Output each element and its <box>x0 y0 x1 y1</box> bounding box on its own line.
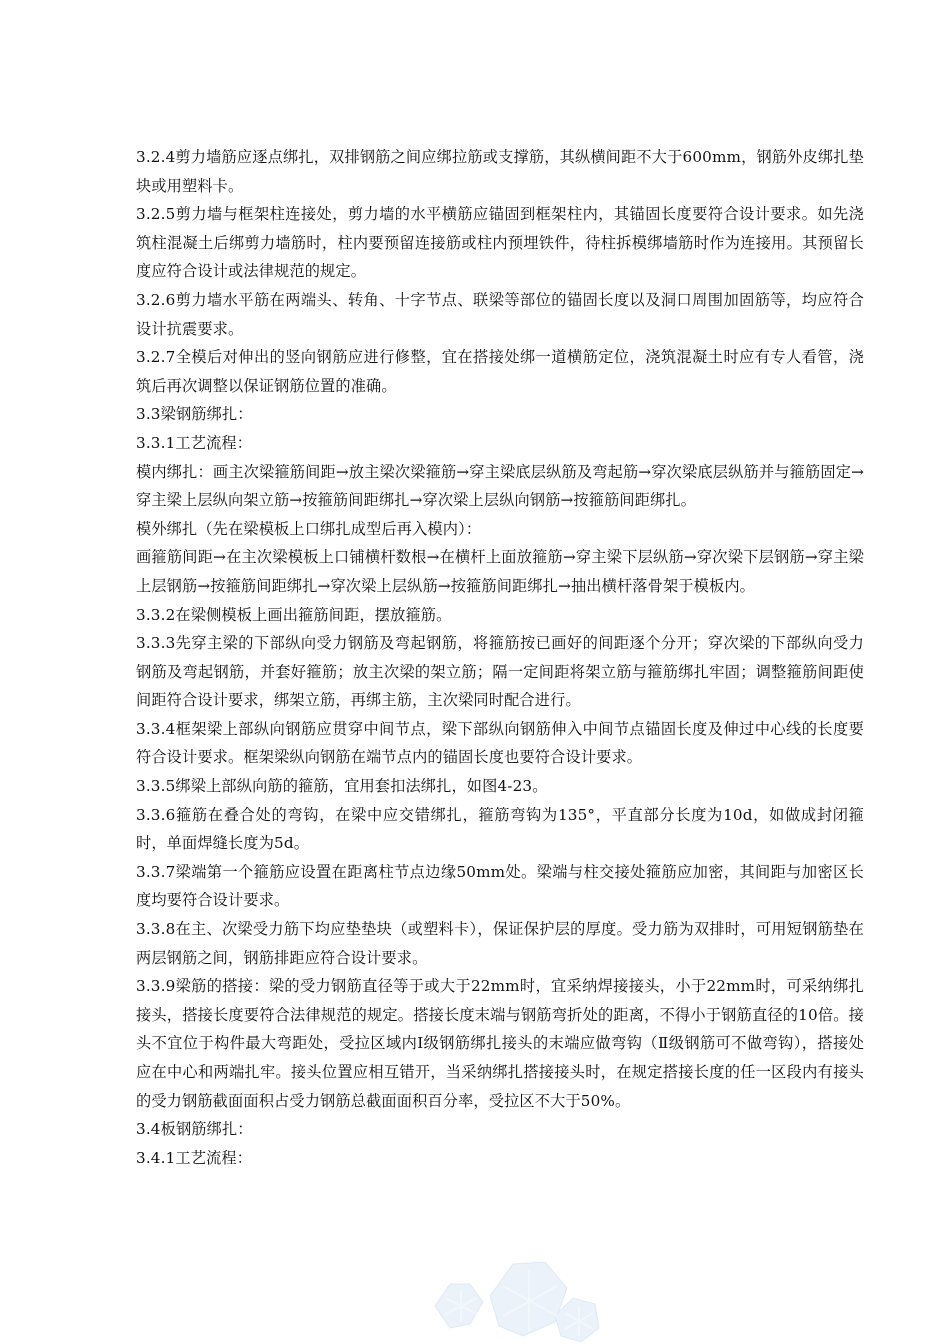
paragraph-3-2-7: 3.2.7全模后对伸出的竖向钢筋应进行修整，宜在搭接处绑一道横筋定位，浇筑混凝土时应有专人看管，浇筑后再次调整以保证钢筋位置的准确。 <box>136 348 864 395</box>
paragraph-3-3-8: 3.3.8在主、次梁受力筋下均应垫垫块（或塑料卡），保证保护层的厚度。受力筋为双排时，可用短钢筋垫在两层钢筋之间，钢筋排距应符合设计要求。 <box>136 920 864 967</box>
paragraph-3-2-6: 3.2.6剪力墙水平筋在两端头、转角、十字节点、联梁等部位的锚固长度以及洞口周围加固筋等，均应符合设计抗震要求。 <box>136 290 864 338</box>
paragraph-3-3-2: 3.3.2在梁侧模板上画出箍筋间距，摆放箍筋。 <box>136 605 452 624</box>
paragraph-out-mold-binding-title: 模外绑扎（先在梁模板上口绑扎成型后再入模内）： <box>136 519 482 538</box>
paragraph-3-3-3: 3.3.3先穿主梁的下部纵向受力钢筋及弯起钢筋，将箍筋按已画好的间距逐个分开；穿次梁的下部纵向受力钢筋及弯起钢筋，并套好箍筋；放主次梁的架立筋；隔一定间距将架立筋与箍筋绑扎牢固；调整箍筋间距使间距符合设计要求，绑架立筋，再绑主筋，主次梁同时配合进行。 <box>136 634 864 710</box>
section-heading-3-3: 3.3梁钢筋绑扎： <box>136 405 253 424</box>
paragraph-3-3-5: 3.3.5绑梁上部纵向筋的箍筋，宜用套扣法绑扎，如图4-23。 <box>136 777 548 796</box>
document-body <box>136 143 864 1172</box>
section-heading-3-4: 3.4板钢筋绑扎： <box>136 1120 253 1139</box>
paragraph-3-2-4: 3.2.4剪力墙筋应逐点绑扎，双排钢筋之间应绑拉筋或支撑筋，其纵横间距不大于600mm，钢筋外皮绑扎垫块或用塑料卡。 <box>136 148 864 195</box>
paragraph-3-3-7: 3.3.7梁端第一个箍筋应设置在距离柱节点边缘50mm处。梁端与柱交接处箍筋应加密，其间距与加密区长度均要符合设计要求。 <box>136 862 864 910</box>
subheading-3-3-1: 3.3.1工艺流程： <box>136 433 253 452</box>
paragraph-3-2-5: 3.2.5剪力墙与框架柱连接处，剪力墙的水平横筋应锚固到框架柱内，其锚固长度要符合设计要求。如先浇筑柱混凝土后绑剪力墙筋时，柱内要预留连接筋或柱内预埋铁件，待柱拆模绑墙筋时作为连接用。其预留长度应符合设计或法律规范的规定。 <box>136 205 864 281</box>
paragraph-in-mold-binding: 模内绑扎：画主次梁箍筋间距→放主梁次梁箍筋→穿主梁底层纵筋及弯起筋→穿次梁底层纵筋并与箍筋固定→穿主梁上层纵向架立筋→按箍筋间距绑扎→穿次梁上层纵向钢筋→按箍筋间距绑扎。 <box>136 462 864 510</box>
paragraph-3-3-4: 3.3.4框架梁上部纵向钢筋应贯穿中间节点，梁下部纵向钢筋伸入中间节点锚固长度及伸过中心线的长度要符合设计要求。框架梁纵向钢筋在端节点内的锚固长度也要符合设计要求。 <box>136 719 864 767</box>
paragraph-3-3-6: 3.3.6箍筋在叠合处的弯钩，在梁中应交错绑扎，箍筋弯钩为135°，平直部分长度为10d，如做成封闭箍时，单面焊缝长度为5d。 <box>136 805 864 853</box>
paragraph-3-3-9: 3.3.9梁筋的搭接：梁的受力钢筋直径等于或大于22mm时，宜采纳焊接接头，小于22mm时，可采纳绑扎接头，搭接长度要符合法律规范的规定。搭接长度末端与钢筋弯折处的距离，不得小于钢筋直径的10倍。接头不宜位于构件最大弯距处，受拉区域内Ⅰ级钢筋绑扎接头的末端应做弯钩（Ⅱ级钢筋可不做弯钩），搭接处应在中心和两端扎牢。接头位置应相互错开，当采纳绑扎搭接接头时，在规定搭接长度的任一区段内有接头的受力钢筋截面面积占受力钢筋总截面面积百分率，受拉区不大于50%。 <box>136 977 864 1110</box>
subheading-3-4-1: 3.4.1工艺流程： <box>136 1148 253 1167</box>
snowflake-watermark-icon <box>395 1236 605 1344</box>
paragraph-out-mold-binding-steps: 画箍筋间距→在主次梁模板上口铺横杆数根→在横杆上面放箍筋→穿主梁下层纵筋→穿次梁下层钢筋→穿主梁上层钢筋→按箍筋间距绑扎→穿次梁上层纵筋→按箍筋间距绑扎→抽出横杆落骨架于模板内。 <box>136 548 864 595</box>
